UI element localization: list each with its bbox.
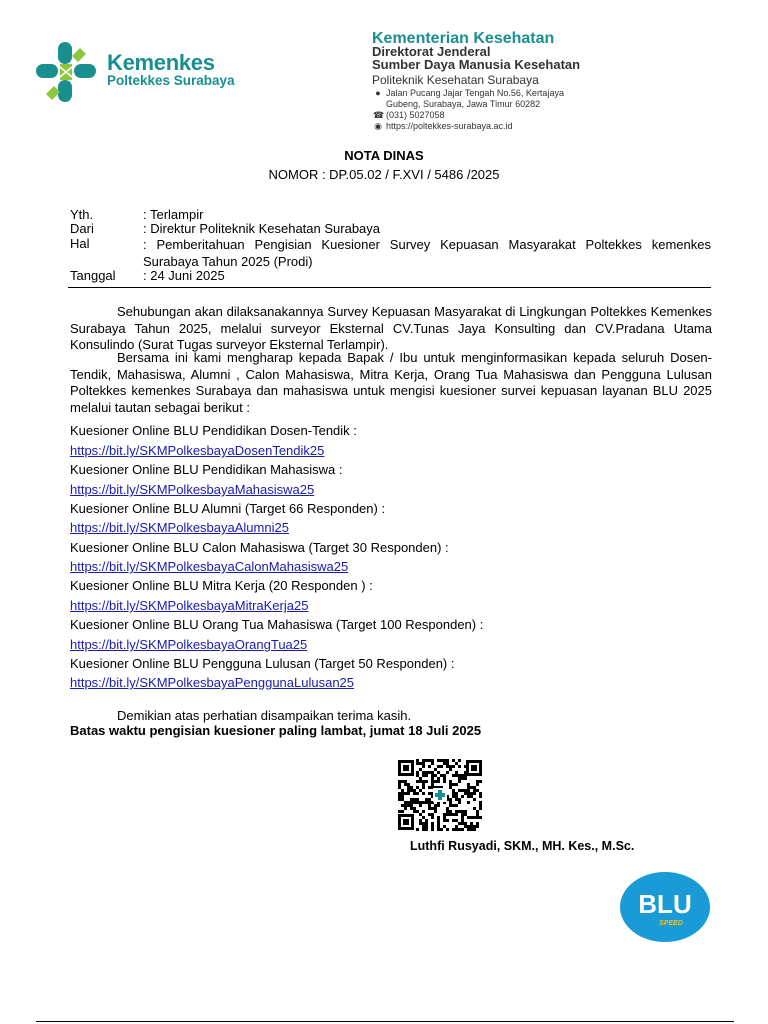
qr-module: [464, 792, 467, 795]
qr-module: [428, 807, 431, 810]
qr-module: [398, 792, 401, 795]
qr-module: [434, 768, 437, 771]
yth-value: : Terlampir: [143, 207, 204, 222]
qr-module: [416, 786, 419, 789]
qr-module: [449, 768, 452, 771]
qr-module: [452, 783, 455, 786]
tanggal-value: : 24 Juni 2025: [143, 268, 225, 283]
qr-module: [473, 825, 476, 828]
qr-code-icon: [397, 759, 483, 831]
qr-module: [455, 792, 458, 795]
qr-module: [419, 768, 422, 771]
qr-module: [431, 780, 434, 783]
qr-module: [419, 819, 422, 822]
phone-number: (031) 5027058: [386, 110, 445, 120]
qr-module: [455, 762, 458, 765]
qr-module: [467, 783, 470, 786]
qr-module: [458, 789, 461, 792]
qr-module: [455, 783, 458, 786]
qr-module: [404, 780, 407, 783]
qr-module: [449, 801, 452, 804]
qr-module: [458, 777, 461, 780]
qr-module: [407, 789, 410, 792]
qr-module: [431, 774, 434, 777]
qr-module: [416, 801, 419, 804]
qr-module: [452, 795, 455, 798]
qr-module: [410, 798, 413, 801]
qr-module: [455, 804, 458, 807]
questionnaire-label: Kuesioner Online BLU Pendidikan Dosen-Tendik :: [70, 423, 357, 438]
qr-module: [455, 795, 458, 798]
qr-module: [407, 804, 410, 807]
qr-module: [449, 813, 452, 816]
qr-module: [473, 789, 476, 792]
qr-module: [437, 765, 440, 768]
qr-module: [431, 762, 434, 765]
qr-module: [443, 759, 446, 762]
brand-name: Kemenkes: [107, 50, 215, 75]
qr-module: [467, 816, 470, 819]
qr-module: [464, 810, 467, 813]
qr-module: [452, 813, 455, 816]
qr-module: [443, 777, 446, 780]
qr-module: [479, 807, 482, 810]
qr-module: [461, 810, 464, 813]
qr-module: [467, 828, 470, 831]
qr-module: [446, 771, 449, 774]
qr-module: [440, 759, 443, 762]
questionnaire-link[interactable]: https://bit.ly/SKMPolkesbayaMitraKerja25: [70, 598, 309, 613]
qr-module: [413, 798, 416, 801]
globe-icon: ◉: [374, 121, 382, 131]
qr-module: [431, 828, 434, 831]
qr-module: [422, 828, 425, 831]
qr-module: [407, 786, 410, 789]
qr-module: [446, 765, 449, 768]
qr-module: [449, 780, 452, 783]
institution-name: Politeknik Kesehatan Surabaya: [372, 73, 539, 87]
qr-module: [416, 828, 419, 831]
qr-module: [437, 759, 440, 762]
qr-module: [410, 786, 413, 789]
qr-module: [404, 801, 407, 804]
qr-module: [461, 816, 464, 819]
qr-module: [464, 813, 467, 816]
questionnaire-label: Kuesioner Online BLU Alumni (Target 66 Responden) :: [70, 501, 386, 516]
qr-module: [419, 804, 422, 807]
qr-module: [473, 792, 476, 795]
questionnaire-link[interactable]: https://bit.ly/SKMPolkesbayaDosenTendik25: [70, 443, 325, 458]
qr-module: [428, 765, 431, 768]
qr-module: [425, 780, 428, 783]
qr-module: [431, 813, 434, 816]
qr-module: [422, 825, 425, 828]
footer-line: [36, 1021, 734, 1022]
qr-module: [464, 771, 467, 774]
qr-module: [470, 786, 473, 789]
qr-module: [428, 801, 431, 804]
qr-module: [401, 804, 404, 807]
qr-module: [422, 771, 425, 774]
qr-module: [422, 780, 425, 783]
qr-module: [449, 798, 452, 801]
qr-module: [458, 801, 461, 804]
qr-module: [422, 765, 425, 768]
qr-module: [476, 780, 479, 783]
qr-module: [422, 822, 425, 825]
blu-speed-logo: [619, 871, 711, 943]
qr-module: [407, 801, 410, 804]
qr-module: [461, 795, 464, 798]
qr-module: [422, 783, 425, 786]
qr-module: [443, 774, 446, 777]
qr-module: [404, 804, 407, 807]
qr-module: [452, 819, 455, 822]
qr-module: [422, 816, 425, 819]
qr-module: [458, 765, 461, 768]
qr-module: [407, 792, 410, 795]
qr-module: [413, 810, 416, 813]
qr-module: [404, 807, 407, 810]
qr-module: [452, 765, 455, 768]
qr-module: [410, 804, 413, 807]
qr-module: [461, 813, 464, 816]
qr-module: [434, 807, 437, 810]
qr-module: [428, 813, 431, 816]
qr-module: [452, 792, 455, 795]
questionnaire-link[interactable]: https://bit.ly/SKMPolkesbayaPenggunaLulusan25: [70, 675, 355, 690]
location-pin-icon: ●: [375, 88, 381, 98]
qr-module: [443, 825, 446, 828]
brand-subtitle: Poltekkes Surabaya: [107, 73, 235, 88]
qr-module: [440, 765, 443, 768]
questionnaire-link[interactable]: https://bit.ly/SKMPolkesbayaAlumni25: [70, 520, 289, 535]
deadline-notice: Batas waktu pengisian kuesioner paling lambat, jumat 18 Juli 2025: [70, 723, 482, 738]
qr-module: [407, 783, 410, 786]
questionnaire-link[interactable]: https://bit.ly/SKMPolkesbayaOrangTua25: [70, 637, 308, 652]
qr-module: [452, 774, 455, 777]
qr-module: [416, 762, 419, 765]
qr-module: [476, 816, 479, 819]
qr-module: [449, 810, 452, 813]
qr-module: [476, 810, 479, 813]
dari-label: Dari: [70, 221, 94, 236]
questionnaire-link[interactable]: https://bit.ly/SKMPolkesbayaMahasiswa25: [70, 482, 315, 497]
qr-module: [446, 810, 449, 813]
qr-module: [413, 807, 416, 810]
qr-module: [416, 774, 419, 777]
qr-module: [437, 825, 440, 828]
qr-module: [470, 816, 473, 819]
questionnaire-label: Kuesioner Online BLU Pendidikan Mahasiswa :: [70, 462, 343, 477]
qr-module: [416, 759, 419, 762]
qr-module: [437, 816, 440, 819]
qr-module: [422, 762, 425, 765]
qr-module: [425, 771, 428, 774]
qr-module: [443, 762, 446, 765]
qr-module: [464, 774, 467, 777]
qr-module: [446, 762, 449, 765]
hal-value: : Pemberitahuan Pengisian Kuesioner Survey Kepuasan Masyarakat Poltekkes kemenkes Surabaya Tahun 2025 (Prodi): [143, 237, 711, 269]
qr-module: [422, 759, 425, 762]
qr-module: [434, 810, 437, 813]
qr-module: [416, 792, 419, 795]
qr-module: [416, 798, 419, 801]
qr-module: [428, 786, 431, 789]
qr-module: [413, 789, 416, 792]
qr-module: [467, 786, 470, 789]
qr-module: [398, 786, 401, 789]
qr-module: [476, 822, 479, 825]
qr-module: [467, 795, 470, 798]
body-paragraph-1: Sehubungan akan dilaksanakannya Survey Kepuasan Masyarakat di Lingkungan Poltekkes Kemenkes Surabaya Tahun 2025, melalui surveyor Eksternal CV.Tunas Jaya Konsulting dan CV.Pradana Utama Konsulindo (Surat Tugas surveyor Eksternal Terlampir).: [70, 304, 712, 352]
qr-module: [425, 819, 428, 822]
qr-module: [464, 777, 467, 780]
website-link[interactable]: https://poltekkes-surabaya.ac.id: [386, 121, 513, 131]
qr-module: [479, 780, 482, 783]
qr-module: [431, 777, 434, 780]
qr-module: [401, 789, 404, 792]
qr-module: [419, 801, 422, 804]
qr-module: [401, 792, 404, 795]
qr-module: [449, 765, 452, 768]
qr-module: [422, 792, 425, 795]
qr-module: [464, 765, 467, 768]
qr-module: [431, 825, 434, 828]
qr-module: [416, 771, 419, 774]
qr-module: [425, 801, 428, 804]
qr-module: [458, 822, 461, 825]
qr-module: [401, 798, 404, 801]
qr-module: [440, 774, 443, 777]
qr-module: [443, 819, 446, 822]
qr-module: [476, 783, 479, 786]
qr-module: [458, 774, 461, 777]
directorate-line1: Direktorat Jenderal: [372, 44, 491, 59]
qr-module: [455, 813, 458, 816]
qr-module: [434, 774, 437, 777]
qr-module: [437, 819, 440, 822]
qr-module: [479, 816, 482, 819]
kemenkes-emblem-icon: [34, 40, 106, 104]
qr-module: [473, 786, 476, 789]
qr-module: [467, 789, 470, 792]
qr-module: [437, 777, 440, 780]
qr-module: [455, 819, 458, 822]
qr-module: [467, 801, 470, 804]
yth-label: Yth.: [70, 207, 94, 222]
qr-module: [455, 825, 458, 828]
qr-module: [449, 783, 452, 786]
qr-module: [470, 828, 473, 831]
qr-module: [458, 759, 461, 762]
qr-module: [413, 801, 416, 804]
qr-module: [476, 789, 479, 792]
qr-module: [425, 759, 428, 762]
qr-module: [446, 759, 449, 762]
qr-module: [428, 798, 431, 801]
qr-module: [461, 774, 464, 777]
qr-module: [479, 804, 482, 807]
qr-module: [437, 828, 440, 831]
qr-module: [410, 789, 413, 792]
qr-module: [446, 819, 449, 822]
qr-module: [446, 807, 449, 810]
qr-module: [458, 828, 461, 831]
qr-module: [461, 789, 464, 792]
phone-icon: ☎: [373, 110, 385, 120]
qr-module: [461, 828, 464, 831]
qr-module: [443, 813, 446, 816]
memo-title: NOTA DINAS: [344, 148, 424, 163]
questionnaire-label: Kuesioner Online BLU Orang Tua Mahasiswa (Target 100 Responden) :: [70, 617, 484, 632]
qr-module: [416, 780, 419, 783]
qr-module: [452, 828, 455, 831]
qr-module: [455, 774, 458, 777]
qr-module: [437, 771, 440, 774]
qr-module: [464, 822, 467, 825]
qr-module: [431, 816, 434, 819]
body-paragraph-2: Bersama ini kami mengharap kepada Bapak / Ibu untuk menginformasikan kepada seluruh Dosen-Tendik, Mahasiswa, Alumni , Calon Mahasiswa, Mitra Kerja, Orang Tua Mahasiswa dan Pengguna Lulusan Poltekkes kemenkes Surabaya dan mahasiswa untuk mengisi kuesioner survei kepuasan layanan BLU 2025 melalui tautan sebagai berikut :: [70, 350, 712, 415]
qr-module: [401, 795, 404, 798]
qr-module: [452, 759, 455, 762]
qr-module: [416, 810, 419, 813]
qr-module: [398, 810, 401, 813]
qr-module: [473, 798, 476, 801]
qr-module: [398, 780, 401, 783]
qr-module: [422, 810, 425, 813]
qr-module: [422, 774, 425, 777]
qr-module: [410, 801, 413, 804]
blu-logo-text: BLU: [638, 889, 692, 919]
qr-module: [425, 822, 428, 825]
qr-module: [398, 783, 401, 786]
questionnaire-label: Kuesioner Online BLU Mitra Kerja (20 Responden ) :: [70, 578, 373, 593]
qr-module: [428, 771, 431, 774]
qr-module: [479, 801, 482, 804]
questionnaire-label: Kuesioner Online BLU Calon Mahasiswa (Target 30 Responden) :: [70, 540, 449, 555]
qr-module: [422, 801, 425, 804]
qr-module: [404, 792, 407, 795]
qr-module: [470, 795, 473, 798]
qr-module: [422, 786, 425, 789]
qr-module: [398, 795, 401, 798]
qr-module: [413, 792, 416, 795]
qr-module: [458, 798, 461, 801]
questionnaire-link[interactable]: https://bit.ly/SKMPolkesbayaCalonMahasiswa25: [70, 559, 349, 574]
qr-module: [431, 822, 434, 825]
qr-module: [425, 798, 428, 801]
qr-module: [449, 786, 452, 789]
qr-module: [461, 777, 464, 780]
questionnaire-label: Kuesioner Online BLU Pengguna Lulusan (Target 50 Responden) :: [70, 656, 455, 671]
qr-module: [404, 783, 407, 786]
dari-value: : Direktur Politeknik Kesehatan Surabaya: [143, 221, 381, 236]
memo-number: NOMOR : DP.05.02 / F.XVI / 5486 /2025: [268, 167, 500, 182]
qr-module: [467, 792, 470, 795]
qr-module: [479, 795, 482, 798]
qr-module: [425, 774, 428, 777]
qr-module: [455, 798, 458, 801]
qr-module: [428, 792, 431, 795]
qr-module: [419, 822, 422, 825]
qr-module: [437, 804, 440, 807]
signer-name: Luthfi Rusyadi, SKM., MH. Kes., M.Sc.: [410, 839, 635, 853]
qr-module: [446, 813, 449, 816]
qr-module: [401, 810, 404, 813]
qr-module: [419, 789, 422, 792]
qr-module: [425, 828, 428, 831]
qr-module: [467, 825, 470, 828]
qr-module: [452, 804, 455, 807]
address-line2: Gubeng, Surabaya, Jawa Timur 60282: [386, 99, 541, 109]
qr-module: [470, 792, 473, 795]
closing-sentence: Demikian atas perhatian disampaikan terima kasih.: [117, 708, 412, 723]
qr-module: [428, 804, 431, 807]
qr-module: [470, 822, 473, 825]
qr-module: [443, 780, 446, 783]
ministry-title: Kementerian Kesehatan: [372, 30, 555, 47]
qr-module: [461, 819, 464, 822]
qr-module: [440, 828, 443, 831]
qr-module: [398, 798, 401, 801]
qr-module: [452, 789, 455, 792]
qr-module: [470, 825, 473, 828]
separator-line: [68, 287, 711, 288]
blu-logo-subtext: SPEED: [659, 920, 683, 927]
qr-module: [476, 825, 479, 828]
qr-module: [464, 825, 467, 828]
qr-module: [437, 822, 440, 825]
qr-module: [473, 828, 476, 831]
qr-module: [434, 804, 437, 807]
qr-module: [479, 792, 482, 795]
qr-module: [419, 780, 422, 783]
qr-module: [476, 813, 479, 816]
qr-module: [431, 783, 434, 786]
qr-module: [410, 807, 413, 810]
qr-module: [464, 789, 467, 792]
qr-module: [458, 810, 461, 813]
qr-module: [449, 804, 452, 807]
qr-module: [455, 828, 458, 831]
qr-module: [419, 813, 422, 816]
qr-module: [428, 759, 431, 762]
hal-label: Hal: [70, 236, 90, 251]
qr-module: [446, 828, 449, 831]
qr-module: [443, 816, 446, 819]
qr-module: [431, 771, 434, 774]
qr-module: [425, 825, 428, 828]
qr-module: [461, 822, 464, 825]
qr-module: [401, 780, 404, 783]
address-line1: Jalan Pucang Jajar Tengah No.56, Kertajaya: [386, 88, 564, 98]
qr-module: [431, 807, 434, 810]
qr-module: [455, 810, 458, 813]
qr-module: [455, 771, 458, 774]
qr-module: [431, 759, 434, 762]
qr-module: [473, 816, 476, 819]
qr-module: [434, 780, 437, 783]
directorate-line2: Sumber Daya Manusia Kesehatan: [372, 57, 581, 72]
qr-module: [473, 807, 476, 810]
qr-module: [458, 780, 461, 783]
tanggal-label: Tanggal: [70, 268, 116, 283]
qr-module: [437, 780, 440, 783]
qr-module: [419, 777, 422, 780]
qr-module: [419, 762, 422, 765]
